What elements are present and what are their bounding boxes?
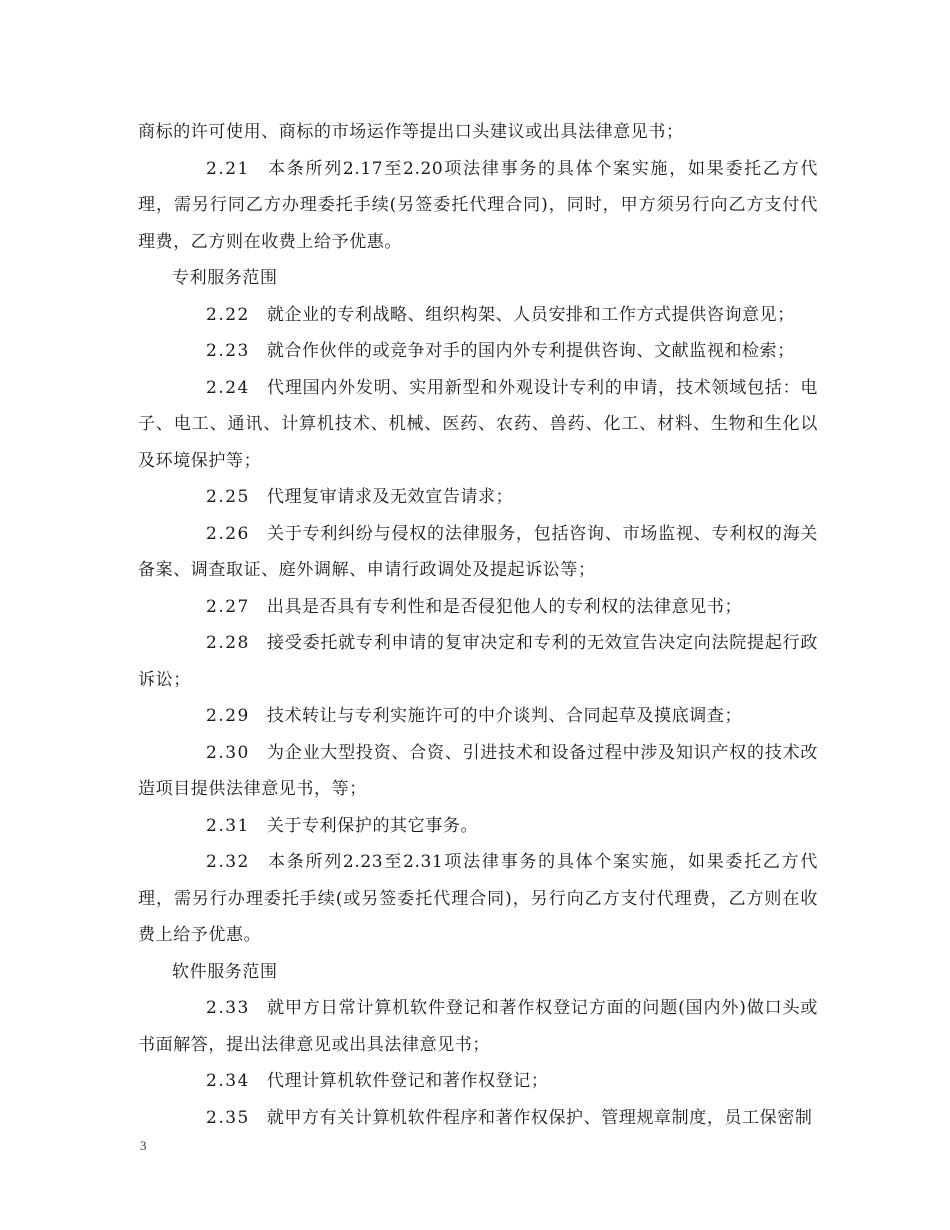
clause-number: 2.26	[206, 523, 250, 544]
paragraph-text: 商标的许可使用、商标的市场运作等提出口头建议或出具法律意见书；	[138, 122, 684, 142]
clause-2-25	[138, 479, 818, 516]
clause-text: 本条所列2.17至2.20项法律事务的具体个案实施，如果委托乙方代理，需另行同乙方办理委托手续(另签委托代理合同)，同时，甲方须另行向乙方支付代理费，乙方则在收费上给予优惠。	[138, 158, 818, 252]
clause-text: 技术转让与专利实施许可的中介谈判、合同起草及摸底调查；	[266, 706, 743, 726]
clause-2-33	[138, 990, 818, 1063]
clause-2-35	[138, 1100, 818, 1137]
clause-text: 代理计算机软件登记和著作权登记；	[266, 1071, 549, 1091]
clause-2-30	[138, 735, 818, 808]
clause-text: 就甲方有关计算机软件程序和著作权保护、管理规章制度，员工保密制	[266, 1107, 813, 1128]
clause-text: 关于专利保护的其它事务。	[266, 815, 479, 836]
document-body	[138, 114, 818, 1136]
clause-text: 出具是否具有专利性和是否侵犯他人的专利权的法律意见书；	[266, 596, 743, 617]
clause-2-22	[138, 297, 818, 334]
clause-text: 就甲方日常计算机软件登记和著作权登记方面的问题(国内外)做口头或书面解答，提出法律意见或出具法律意见书；	[138, 998, 818, 1055]
clause-text: 接受委托就专利申请的复审决定和专利的无效宣告决定向法院提起行政诉讼；	[138, 633, 818, 690]
clause-number: 2.33	[206, 998, 250, 1018]
clause-number: 2.24	[206, 377, 250, 398]
clause-2-32	[138, 844, 818, 954]
clause-2-29	[138, 698, 818, 735]
clause-2-27	[138, 589, 818, 626]
clause-text: 代理复审请求及无效宣告请求；	[266, 487, 514, 507]
clause-number: 2.29	[206, 706, 250, 726]
clause-2-31	[138, 808, 818, 845]
clause-number: 2.23	[206, 341, 250, 361]
clause-2-28	[138, 625, 818, 698]
clause-2-21	[138, 151, 818, 261]
clause-number: 2.30	[206, 742, 250, 763]
section-heading-patent: 专利服务范围	[172, 268, 278, 288]
clause-2-23	[138, 333, 818, 370]
clause-number: 2.25	[206, 487, 250, 507]
clause-number: 2.28	[206, 633, 250, 653]
clause-text: 就企业的专利战略、组织构架、人员安排和工作方式提供咨询意见；	[266, 304, 795, 325]
clause-2-34	[138, 1063, 818, 1100]
section-heading-software: 软件服务范围	[172, 961, 278, 982]
clause-number: 2.21	[206, 158, 250, 179]
clause-text: 本条所列2.23至2.31项法律事务的具体个案实施，如果委托乙方代理，需另行办理委托手续(或另签委托代理合同)，另行向乙方支付代理费，乙方则在收费上给予优惠。	[138, 852, 818, 945]
clause-text: 代理国内外发明、实用新型和外观设计专利的申请，技术领域包括：电子、电工、通讯、计算机技术、机械、医药、农药、兽药、化工、材料、生物和生化以及环境保护等；	[138, 377, 818, 471]
clause-2-26	[138, 516, 818, 589]
clause-text: 就合作伙伴的或竞争对手的国内外专利提供咨询、文献监视和检索；	[266, 341, 795, 361]
paragraph-continuation	[138, 114, 818, 151]
clause-number: 2.31	[206, 815, 250, 836]
clause-number: 2.22	[206, 304, 250, 325]
clause-2-24	[138, 370, 818, 480]
clause-text: 为企业大型投资、合资、引进技术和设备过程中涉及知识产权的技术改造项目提供法律意见书，等；	[138, 742, 818, 799]
clause-text: 关于专利纠纷与侵权的法律服务，包括咨询、市场监视、专利权的海关备案、调查取证、庭外调解、申请行政调处及提起诉讼等；	[138, 523, 818, 580]
clause-number: 2.35	[206, 1107, 250, 1128]
clause-number: 2.27	[206, 596, 250, 617]
clause-number: 2.34	[206, 1071, 250, 1091]
page-number: 3	[140, 1138, 147, 1153]
clause-number: 2.32	[206, 852, 250, 872]
